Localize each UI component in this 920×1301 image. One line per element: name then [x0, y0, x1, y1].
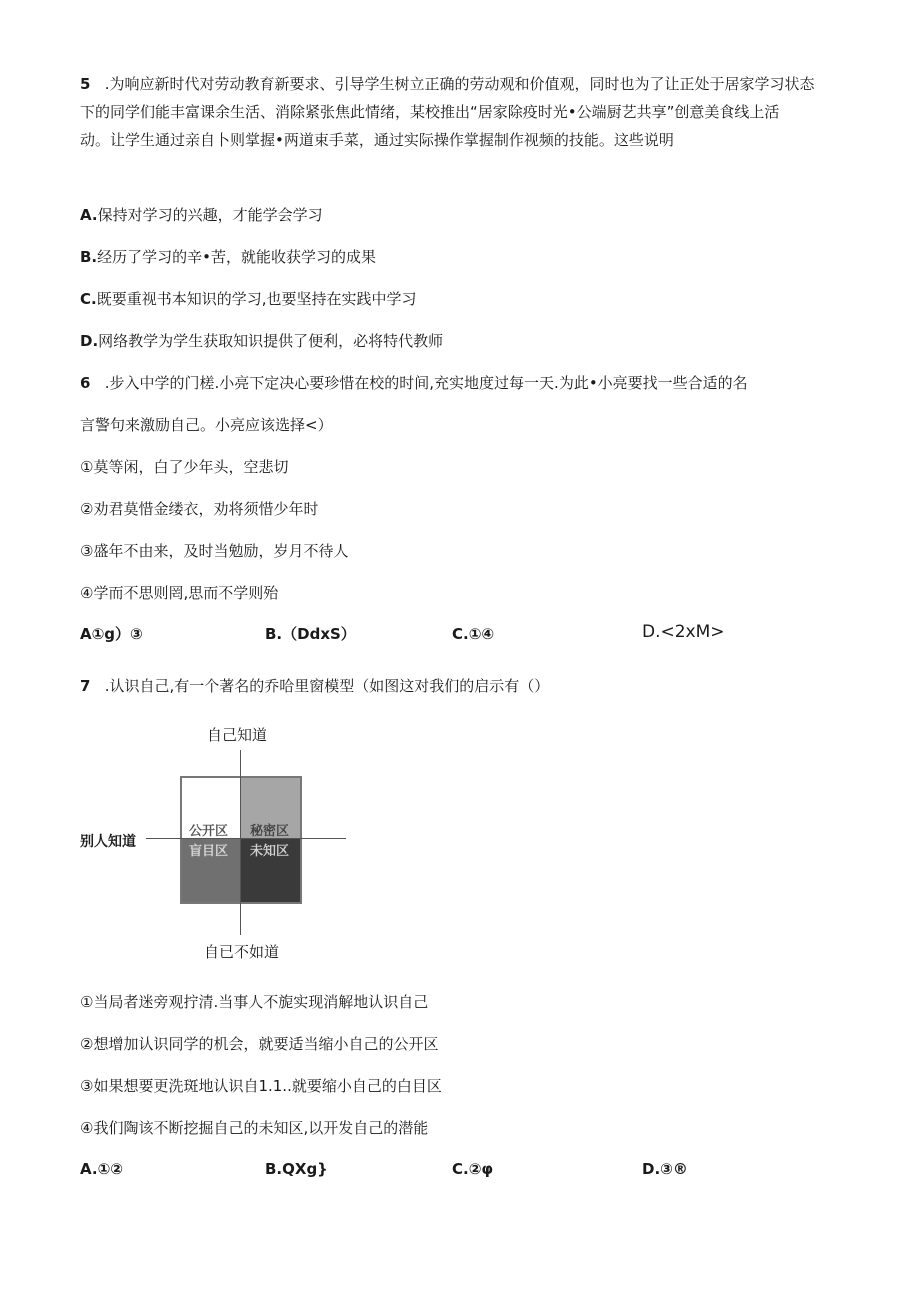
q6-stem-1: .步入中学的门槎.小亮下定决心要珍惜在校的时间,充实地度过每一天.为此•小亮要找一些合适的名 [104, 374, 748, 392]
q5-option-b[interactable]: B.经历了学习的辛•苦，就能收获学习的成果 [80, 248, 376, 266]
q5-line-1 [80, 74, 815, 94]
diagram-top-label: 自己知道 [207, 726, 268, 744]
q5-number: 5 [80, 75, 91, 93]
q5-stem-3: 动。让学生通过亲自卜则掌握•两道束手菜，通过实际操作掌握制作视频的技能。这些说明 [80, 131, 674, 149]
q5-stem-2: 下的同学们能丰富课余生活、消除紧张焦此情绪，某校推出“居家除疫时光•公端厨艺共享”创意美食线上活 [80, 103, 780, 121]
q7-choice-a[interactable]: A.①② [80, 1160, 123, 1178]
q7-line-1 [80, 676, 549, 696]
q6-stem-2: 言警句来激励自己。小亮应该选择<） [80, 416, 333, 434]
q5-option-a[interactable]: A.保持对学习的兴趣，才能学会学习 [80, 206, 323, 224]
quadrant-unknown-label: 未知区 [250, 844, 290, 859]
q5-option-d[interactable]: D.网络教学为学生获取知识提供了便利，必将特代教师 [80, 332, 444, 350]
q6-item-1: ①莫等闲，白了少年头，空悲切 [80, 458, 289, 476]
q6-choice-c[interactable]: C.①④ [452, 625, 495, 643]
vertical-axis-line [240, 750, 241, 935]
q5-stem-1: .为响应新时代对劳动教育新要求、引导学生树立正确的劳动观和价值观，同时也为了让正处于居家学习状态 [104, 75, 815, 93]
q7-choice-c[interactable]: C.②φ [452, 1160, 494, 1178]
q7-number: 7 [80, 677, 91, 695]
q6-item-2: ②劝君莫惜金缕衣，劝将须惜少年时 [80, 500, 319, 518]
quadrant-blind-label: 盲目区 [189, 844, 229, 859]
diagram-bottom-label: 自已不如道 [204, 943, 280, 961]
q6-choice-a[interactable]: A①g）③ [80, 625, 143, 643]
q7-item-1: ①当局者迷旁观拧清.当事人不旎实现消解地认识自己 [80, 993, 429, 1011]
q7-item-3: ③如果想要更洗斑地认识自1.1..就要缩小自己的白目区 [80, 1077, 442, 1095]
q7-item-2: ②想增加认识同学的机会，就要适当缩小自己的公开区 [80, 1035, 439, 1053]
q6-line-1 [80, 373, 748, 393]
q6-choice-d[interactable]: D.<2xM> [642, 622, 725, 642]
horizontal-axis-line [146, 838, 346, 839]
q7-choice-b[interactable]: B.QXg} [265, 1160, 328, 1178]
q5-option-c[interactable]: C.既要重视书本知识的学习,也要坚持在实践中学习 [80, 290, 417, 308]
diagram-left-label: 别人知道 [80, 834, 136, 850]
q7-choice-d[interactable]: D.③® [642, 1160, 688, 1178]
q7-stem-1: .认识自己,有一个著名的乔哈里窗模型（如图这对我们的启示有（） [104, 677, 550, 695]
quadrant-open-label: 公开区 [189, 824, 229, 839]
q6-item-4: ④学而不思则罔,思而不学则殆 [80, 584, 279, 602]
quadrant-hidden-label: 秘密区 [250, 824, 290, 839]
johari-window-diagram [80, 720, 370, 970]
q6-choice-b[interactable]: B.（DdxS） [265, 625, 356, 643]
q7-item-4: ④我们陶该不断挖掘自己的未知区,以开发自己的潜能 [80, 1119, 429, 1137]
q6-number: 6 [80, 374, 91, 392]
q6-item-3: ③盛年不由来，及时当勉励，岁月不待人 [80, 542, 349, 560]
